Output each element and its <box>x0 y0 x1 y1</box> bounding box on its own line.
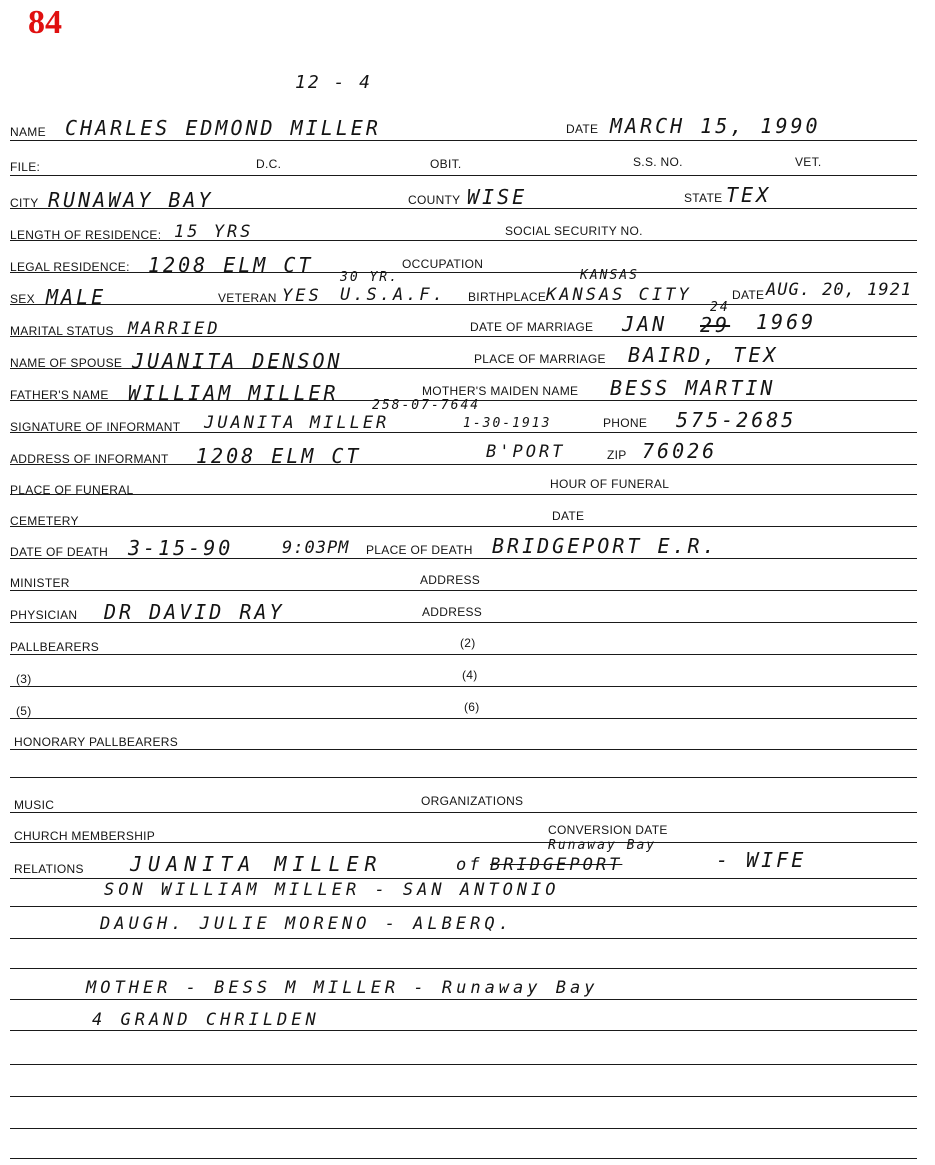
veteran-service: U.S.A.F. <box>340 285 446 305</box>
rule-honorary-2 <box>10 777 917 778</box>
length-of-residence-label: LENGTH OF RESIDENCE: <box>10 228 162 242</box>
rule-music <box>10 812 917 813</box>
rule-physician <box>10 622 917 623</box>
relations-label: RELATIONS <box>14 862 84 876</box>
cemetery-date-label: DATE <box>552 509 585 523</box>
address-of-informant-city: B'PORT <box>486 442 566 462</box>
rule-signature <box>10 432 917 433</box>
rule-name <box>10 140 917 141</box>
county-label: COUNTY <box>408 193 461 207</box>
relations-inserted-place: Runaway Bay <box>548 838 657 853</box>
occupation-label: OCCUPATION <box>402 257 484 271</box>
place-of-funeral-label: PLACE OF FUNERAL <box>10 483 134 497</box>
phone-value: 575-2685 <box>676 408 797 432</box>
pallbearer-2-label: (2) <box>460 636 476 650</box>
veteran-value: YES <box>282 286 322 306</box>
rule-relations-1 <box>10 878 917 879</box>
informant-dob-note: 1-30-1913 <box>463 416 552 431</box>
date-of-death-label: DATE OF DEATH <box>10 545 109 559</box>
vet-label: VET. <box>795 155 822 169</box>
rule-relations-8 <box>10 1096 917 1097</box>
city-value: RUNAWAY BAY <box>48 188 214 212</box>
rule-honorary-1 <box>10 749 917 750</box>
rule-funeral <box>10 494 917 495</box>
page-number: 84 <box>28 4 62 41</box>
spouse-label: NAME OF SPOUSE <box>10 356 123 370</box>
rule-file <box>10 175 917 176</box>
phone-label: PHONE <box>603 416 648 430</box>
rule-address <box>10 464 917 465</box>
mothers-maiden-name-label: MOTHER'S MAIDEN NAME <box>422 384 579 398</box>
fathers-name-value: WILLIAM MILLER <box>128 381 339 405</box>
place-of-marriage-value: BAIRD, TEX <box>628 343 779 367</box>
pallbearers-label: PALLBEARERS <box>10 640 100 654</box>
zip-value: 76026 <box>642 439 718 463</box>
date-of-marriage-label: DATE OF MARRIAGE <box>470 320 594 334</box>
obit-label: OBIT. <box>430 157 462 171</box>
relations-line2: SON WILLIAM MILLER - SAN ANTONIO <box>104 880 560 900</box>
date-label: DATE <box>566 122 599 136</box>
name-label: NAME <box>10 125 46 139</box>
city-label: CITY <box>10 196 39 210</box>
fathers-name-label: FATHER'S NAME <box>10 388 109 402</box>
birthplace-label: BIRTHPLACE <box>468 290 547 304</box>
spouse-value: JUANITA DENSON <box>132 349 343 373</box>
rule-legal <box>10 272 917 273</box>
marriage-month: JAN <box>622 312 668 336</box>
rule-relations-4 <box>10 968 917 969</box>
cemetery-label: CEMETERY <box>10 514 79 528</box>
name-value: CHARLES EDMOND MILLER <box>65 116 381 140</box>
place-of-death-label: PLACE OF DEATH <box>366 543 473 557</box>
rule-relations-5 <box>10 999 917 1000</box>
mothers-maiden-name-value: BESS MARTIN <box>610 376 776 400</box>
veteran-label: VETERAN <box>218 291 277 305</box>
veteran-service-note: 30 YR. <box>340 270 399 285</box>
sex-label: SEX <box>10 292 35 306</box>
state-value: TEX <box>726 183 772 207</box>
birth-date-label: DATE <box>732 288 765 302</box>
rule-sex <box>10 304 917 305</box>
rule-relations-3 <box>10 938 917 939</box>
birthplace-state-note: KANSAS <box>580 268 639 283</box>
rule-pallbearers-1 <box>10 654 917 655</box>
minister-label: MINISTER <box>10 576 70 590</box>
sex-value: MALE <box>46 285 107 309</box>
time-of-death-value: 9:03PM <box>282 538 350 558</box>
address-of-informant-label: ADDRESS OF INFORMANT <box>10 452 169 466</box>
birth-date-value: AUG. 20, 1921 <box>766 280 913 300</box>
signature-of-informant-value: JUANITA MILLER <box>204 413 390 433</box>
rule-death <box>10 558 917 559</box>
conversion-date-label: CONVERSION DATE <box>548 823 668 837</box>
birthplace-value: KANSAS CITY <box>546 285 692 305</box>
minister-address-label: ADDRESS <box>420 573 481 587</box>
signature-of-informant-label: SIGNATURE OF INFORMANT <box>10 420 181 434</box>
relations-line1-relation: - WIFE <box>716 848 807 872</box>
file-label: FILE: <box>10 160 41 174</box>
rule-relations-2 <box>10 906 917 907</box>
marriage-year: 1969 <box>756 310 817 334</box>
pallbearer-3-label: (3) <box>16 672 32 686</box>
physician-address-label: ADDRESS <box>422 605 483 619</box>
marital-status-value: MARRIED <box>128 319 221 339</box>
place-of-marriage-label: PLACE OF MARRIAGE <box>474 352 606 366</box>
rule-spouse <box>10 368 917 369</box>
date-value: MARCH 15, 1990 <box>610 114 821 138</box>
relations-line1-name: JUANITA MILLER <box>130 852 383 876</box>
pallbearer-5-label: (5) <box>16 704 32 718</box>
length-of-residence-value: 15 YRS <box>174 222 254 242</box>
physician-label: PHYSICIAN <box>10 608 78 622</box>
rule-church <box>10 842 917 843</box>
place-of-death-value: BRIDGEPORT E.R. <box>492 534 718 558</box>
church-membership-label: CHURCH MEMBERSHIP <box>14 829 156 843</box>
rule-relations-9 <box>10 1128 917 1129</box>
marriage-day-struck: 29 <box>700 313 731 337</box>
relations-line1-struck-place: BRIDGEPORT <box>490 855 623 875</box>
hour-of-funeral-label: HOUR OF FUNERAL <box>550 477 670 491</box>
relations-line3: DAUGH. JULIE MORENO - ALBERQ. <box>100 914 513 934</box>
rule-relations-6 <box>10 1030 917 1031</box>
legal-residence-value: 1208 ELM CT <box>148 253 314 277</box>
rule-minister <box>10 590 917 591</box>
rule-marital <box>10 336 917 337</box>
organizations-label: ORGANIZATIONS <box>421 794 524 808</box>
social-security-label: SOCIAL SECURITY NO. <box>505 224 643 238</box>
ssno-label: S.S. NO. <box>633 155 683 169</box>
relations-line5: 4 GRAND CHRILDEN <box>92 1010 320 1030</box>
rule-cemetery <box>10 526 917 527</box>
rule-relations-7 <box>10 1064 917 1065</box>
state-label: STATE <box>684 191 723 205</box>
legal-residence-label: LEGAL RESIDENCE: <box>10 260 130 274</box>
date-of-death-value: 3-15-90 <box>128 536 234 560</box>
rule-pallbearers-3 <box>10 718 917 719</box>
pallbearer-6-label: (6) <box>464 700 480 714</box>
physician-value: DR DAVID RAY <box>104 600 285 624</box>
rule-relations-10 <box>10 1158 917 1159</box>
address-of-informant-street: 1208 ELM CT <box>196 444 362 468</box>
rule-pallbearers-2 <box>10 686 917 687</box>
informant-ssn-note: 258-07-7644 <box>372 398 481 413</box>
pallbearer-4-label: (4) <box>462 668 478 682</box>
dc-label: D.C. <box>256 157 282 171</box>
relations-line4: MOTHER - BESS M MILLER - Runaway Bay <box>86 978 599 998</box>
rule-city <box>10 208 917 209</box>
marriage-day-correction: 24 <box>710 300 730 315</box>
header-note: 12 - 4 <box>295 72 373 93</box>
relations-line1-of: of <box>456 855 483 875</box>
marital-status-label: MARITAL STATUS <box>10 324 114 338</box>
zip-label: ZIP <box>607 448 627 462</box>
rule-residence <box>10 240 917 241</box>
honorary-pallbearers-label: HONORARY PALLBEARERS <box>14 735 179 749</box>
music-label: MUSIC <box>14 798 55 812</box>
county-value: WISE <box>467 185 528 209</box>
